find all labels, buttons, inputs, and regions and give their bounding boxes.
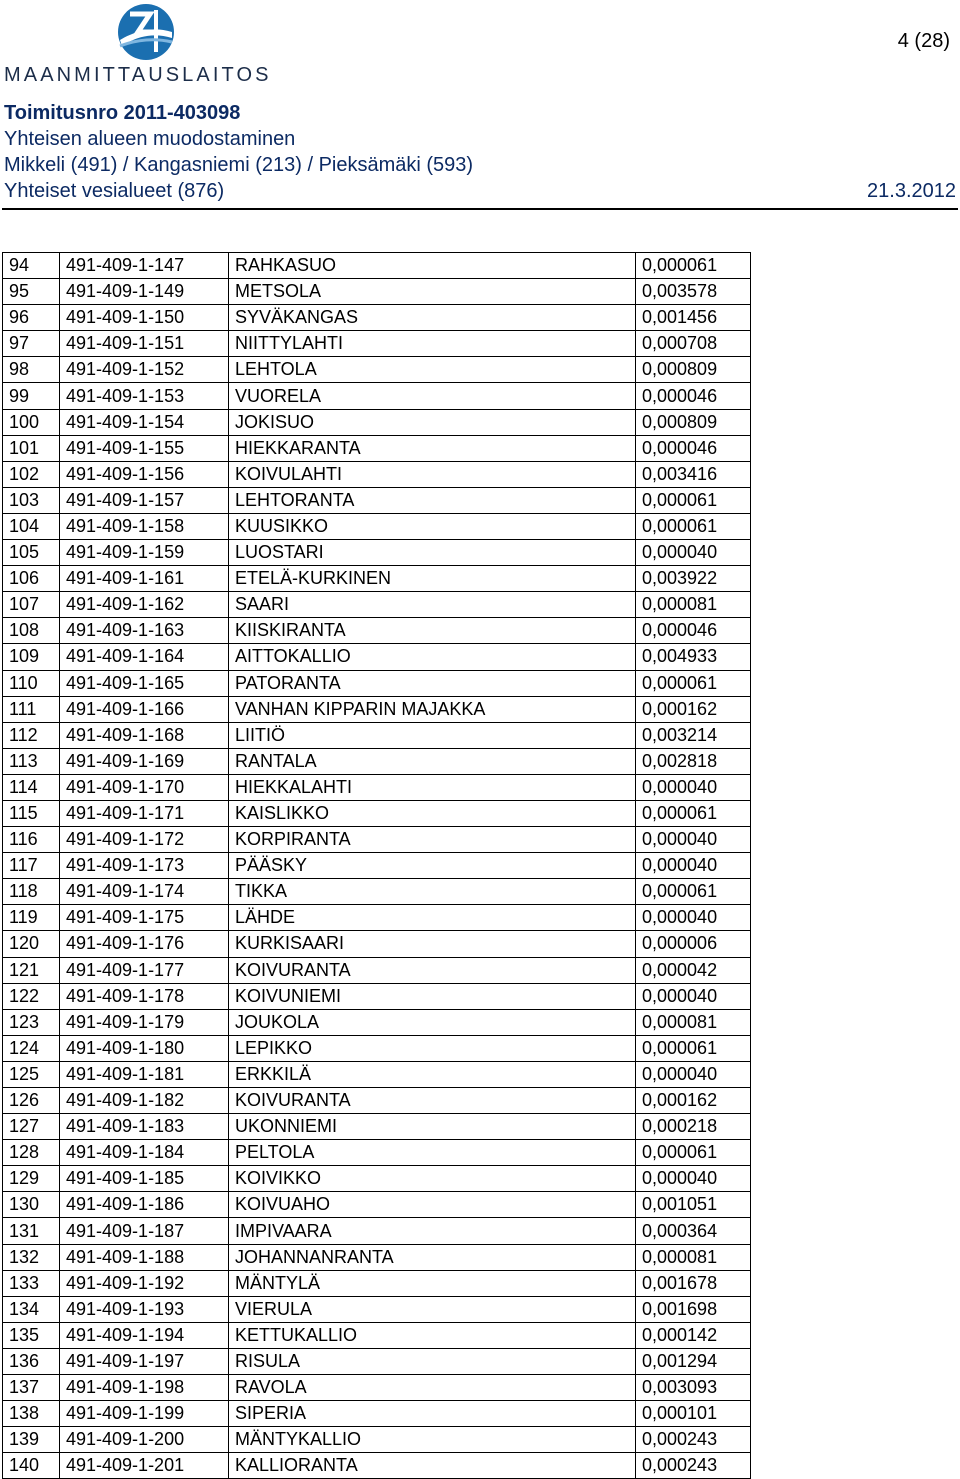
property-name: VUORELA [229, 383, 636, 409]
row-number: 95 [3, 279, 60, 305]
property-id: 491-409-1-188 [60, 1244, 229, 1270]
property-name: KOIVURANTA [229, 1088, 636, 1114]
property-id: 491-409-1-200 [60, 1427, 229, 1453]
logo-text: MAANMITTAUSLAITOS [4, 64, 272, 86]
property-id: 491-409-1-197 [60, 1348, 229, 1374]
property-id: 491-409-1-201 [60, 1453, 229, 1479]
table-row [3, 722, 751, 748]
table-row [3, 853, 751, 879]
table-row [3, 800, 751, 826]
share-value: 0,000046 [636, 618, 751, 644]
row-number: 123 [3, 1009, 60, 1035]
row-number: 98 [3, 357, 60, 383]
property-name: ETELÄ-KURKINEN [229, 566, 636, 592]
table-row [3, 1009, 751, 1035]
table-row [3, 644, 751, 670]
share-value: 0,000040 [636, 905, 751, 931]
property-name: LUOSTARI [229, 540, 636, 566]
row-number: 133 [3, 1270, 60, 1296]
property-name: RISULA [229, 1348, 636, 1374]
property-id: 491-409-1-147 [60, 253, 229, 279]
table-row [3, 1140, 751, 1166]
share-value: 0,002818 [636, 748, 751, 774]
share-value: 0,000243 [636, 1453, 751, 1479]
share-value: 0,000142 [636, 1322, 751, 1348]
property-id: 491-409-1-149 [60, 279, 229, 305]
property-id: 491-409-1-194 [60, 1322, 229, 1348]
share-value: 0,000243 [636, 1427, 751, 1453]
area-label: Yhteiset vesialueet (876) [4, 180, 225, 202]
table-row [3, 931, 751, 957]
share-value: 0,003214 [636, 722, 751, 748]
table-row [3, 1348, 751, 1374]
table-row [3, 1270, 751, 1296]
row-number: 115 [3, 800, 60, 826]
property-name: VANHAN KIPPARIN MAJAKKA [229, 696, 636, 722]
property-id: 491-409-1-153 [60, 383, 229, 409]
row-number: 114 [3, 774, 60, 800]
document-subtitle: Yhteisen alueen muodostaminen [4, 128, 296, 150]
row-number: 107 [3, 592, 60, 618]
property-name: JOHANNANRANTA [229, 1244, 636, 1270]
municipalities-line: Mikkeli (491) / Kangasniemi (213) / Pieksämäki (593) [4, 154, 474, 176]
share-value: 0,000040 [636, 1061, 751, 1087]
property-id: 491-409-1-171 [60, 800, 229, 826]
share-value: 0,001051 [636, 1192, 751, 1218]
row-number: 121 [3, 957, 60, 983]
property-name: RAVOLA [229, 1375, 636, 1401]
property-name: KOIVURANTA [229, 957, 636, 983]
property-id: 491-409-1-152 [60, 357, 229, 383]
property-id: 491-409-1-187 [60, 1218, 229, 1244]
table-row [3, 1218, 751, 1244]
table-row [3, 566, 751, 592]
property-id: 491-409-1-156 [60, 461, 229, 487]
document-header [4, 100, 956, 204]
table-row [3, 618, 751, 644]
property-id: 491-409-1-183 [60, 1114, 229, 1140]
property-id: 491-409-1-157 [60, 487, 229, 513]
property-name: SAARI [229, 592, 636, 618]
property-id: 491-409-1-182 [60, 1088, 229, 1114]
row-number: 127 [3, 1114, 60, 1140]
row-number: 116 [3, 827, 60, 853]
property-name: AITTOKALLIO [229, 644, 636, 670]
share-value: 0,001456 [636, 305, 751, 331]
property-name: KALLIORANTA [229, 1453, 636, 1479]
share-value: 0,000809 [636, 409, 751, 435]
share-value: 0,003578 [636, 279, 751, 305]
share-value: 0,000061 [636, 879, 751, 905]
row-number: 104 [3, 513, 60, 539]
property-name: LEHTOLA [229, 357, 636, 383]
property-name: KOIVUAHO [229, 1192, 636, 1218]
table-row [3, 827, 751, 853]
table-row [3, 461, 751, 487]
table-row [3, 696, 751, 722]
row-number: 108 [3, 618, 60, 644]
table-row [3, 670, 751, 696]
property-name: LÄHDE [229, 905, 636, 931]
property-id: 491-409-1-159 [60, 540, 229, 566]
table-row [3, 592, 751, 618]
row-number: 106 [3, 566, 60, 592]
share-value: 0,000061 [636, 1140, 751, 1166]
header-last-line [4, 178, 956, 204]
table-row [3, 1244, 751, 1270]
row-number: 124 [3, 1035, 60, 1061]
property-name: LEHTORANTA [229, 487, 636, 513]
row-number: 136 [3, 1348, 60, 1374]
row-number: 128 [3, 1140, 60, 1166]
logo-emblem-icon [116, 2, 176, 62]
property-name: JOUKOLA [229, 1009, 636, 1035]
property-id: 491-409-1-174 [60, 879, 229, 905]
property-id: 491-409-1-199 [60, 1401, 229, 1427]
table-row [3, 279, 751, 305]
share-value: 0,001294 [636, 1348, 751, 1374]
share-value: 0,000061 [636, 253, 751, 279]
property-id: 491-409-1-164 [60, 644, 229, 670]
property-id: 491-409-1-192 [60, 1270, 229, 1296]
share-value: 0,000809 [636, 357, 751, 383]
property-id: 491-409-1-161 [60, 566, 229, 592]
table-row [3, 1061, 751, 1087]
row-number: 120 [3, 931, 60, 957]
share-value: 0,003416 [636, 461, 751, 487]
share-value: 0,000042 [636, 957, 751, 983]
share-value: 0,003093 [636, 1375, 751, 1401]
share-value: 0,000364 [636, 1218, 751, 1244]
row-number: 112 [3, 722, 60, 748]
table-row [3, 1401, 751, 1427]
share-value: 0,000061 [636, 1035, 751, 1061]
share-value: 0,000040 [636, 853, 751, 879]
document-date: 21.3.2012 [867, 180, 956, 202]
share-value: 0,000040 [636, 827, 751, 853]
table-row [3, 1114, 751, 1140]
page-number: 4 (28) [897, 30, 950, 52]
share-value: 0,000081 [636, 1244, 751, 1270]
share-value: 0,000046 [636, 435, 751, 461]
share-value: 0,000081 [636, 1009, 751, 1035]
table-row [3, 905, 751, 931]
share-value: 0,000162 [636, 1088, 751, 1114]
share-value: 0,000162 [636, 696, 751, 722]
share-value: 0,000046 [636, 383, 751, 409]
property-id: 491-409-1-184 [60, 1140, 229, 1166]
property-name: PELTOLA [229, 1140, 636, 1166]
property-name: PATORANTA [229, 670, 636, 696]
row-number: 140 [3, 1453, 60, 1479]
share-value: 0,000040 [636, 774, 751, 800]
property-id: 491-409-1-168 [60, 722, 229, 748]
row-number: 117 [3, 853, 60, 879]
property-name: KUUSIKKO [229, 513, 636, 539]
property-id: 491-409-1-186 [60, 1192, 229, 1218]
property-name: KORPIRANTA [229, 827, 636, 853]
row-number: 101 [3, 435, 60, 461]
property-id: 491-409-1-150 [60, 305, 229, 331]
share-value: 0,000708 [636, 331, 751, 357]
table-row [3, 1035, 751, 1061]
table-row [3, 409, 751, 435]
row-number: 96 [3, 305, 60, 331]
property-name: ERKKILÄ [229, 1061, 636, 1087]
row-number: 94 [3, 253, 60, 279]
property-name: KAISLIKKO [229, 800, 636, 826]
table-row [3, 1322, 751, 1348]
property-name: LIITIÖ [229, 722, 636, 748]
document-title: Toimitusnro 2011-403098 [4, 102, 241, 124]
share-value: 0,000061 [636, 487, 751, 513]
property-name: VIERULA [229, 1296, 636, 1322]
property-name: HIEKKARANTA [229, 435, 636, 461]
property-name: SYVÄKANGAS [229, 305, 636, 331]
row-number: 105 [3, 540, 60, 566]
row-number: 135 [3, 1322, 60, 1348]
property-name: METSOLA [229, 279, 636, 305]
table-row [3, 487, 751, 513]
share-value: 0,000101 [636, 1401, 751, 1427]
property-name: KOIVIKKO [229, 1166, 636, 1192]
table-row [3, 1166, 751, 1192]
table-row [3, 357, 751, 383]
property-id: 491-409-1-180 [60, 1035, 229, 1061]
property-id: 491-409-1-181 [60, 1061, 229, 1087]
row-number: 137 [3, 1375, 60, 1401]
table-row [3, 879, 751, 905]
property-id: 491-409-1-173 [60, 853, 229, 879]
property-id: 491-409-1-158 [60, 513, 229, 539]
table-row [3, 513, 751, 539]
row-number: 102 [3, 461, 60, 487]
table-row [3, 1375, 751, 1401]
property-id: 491-409-1-162 [60, 592, 229, 618]
property-name: IMPIVAARA [229, 1218, 636, 1244]
property-name: JOKISUO [229, 409, 636, 435]
share-value: 0,000040 [636, 540, 751, 566]
property-name: LEPIKKO [229, 1035, 636, 1061]
row-number: 109 [3, 644, 60, 670]
property-name: KOIVULAHTI [229, 461, 636, 487]
property-name: KETTUKALLIO [229, 1322, 636, 1348]
row-number: 100 [3, 409, 60, 435]
property-name: KIISKIRANTA [229, 618, 636, 644]
property-name: RANTALA [229, 748, 636, 774]
property-id: 491-409-1-177 [60, 957, 229, 983]
row-number: 97 [3, 331, 60, 357]
property-id: 491-409-1-163 [60, 618, 229, 644]
maanmittauslaitos-logo [0, 0, 300, 92]
property-id: 491-409-1-169 [60, 748, 229, 774]
table-row [3, 305, 751, 331]
parcel-table [2, 252, 751, 1479]
table-row [3, 253, 751, 279]
property-id: 491-409-1-154 [60, 409, 229, 435]
table-row [3, 383, 751, 409]
table-row [3, 774, 751, 800]
property-id: 491-409-1-172 [60, 827, 229, 853]
row-number: 132 [3, 1244, 60, 1270]
property-name: RAHKASUO [229, 253, 636, 279]
share-value: 0,000061 [636, 513, 751, 539]
row-number: 119 [3, 905, 60, 931]
property-id: 491-409-1-165 [60, 670, 229, 696]
table-row [3, 957, 751, 983]
property-name: KOIVUNIEMI [229, 983, 636, 1009]
table-row [3, 1453, 751, 1479]
row-number: 122 [3, 983, 60, 1009]
table-row [3, 1192, 751, 1218]
share-value: 0,001678 [636, 1270, 751, 1296]
table-row [3, 1427, 751, 1453]
row-number: 103 [3, 487, 60, 513]
row-number: 138 [3, 1401, 60, 1427]
table-row [3, 435, 751, 461]
row-number: 111 [3, 696, 60, 722]
share-value: 0,000040 [636, 983, 751, 1009]
row-number: 134 [3, 1296, 60, 1322]
property-id: 491-409-1-193 [60, 1296, 229, 1322]
share-value: 0,000061 [636, 800, 751, 826]
row-number: 130 [3, 1192, 60, 1218]
row-number: 131 [3, 1218, 60, 1244]
row-number: 126 [3, 1088, 60, 1114]
table-row [3, 331, 751, 357]
share-value: 0,000061 [636, 670, 751, 696]
property-name: NIITTYLAHTI [229, 331, 636, 357]
property-id: 491-409-1-198 [60, 1375, 229, 1401]
share-value: 0,003922 [636, 566, 751, 592]
row-number: 118 [3, 879, 60, 905]
property-id: 491-409-1-170 [60, 774, 229, 800]
header-divider [2, 208, 958, 210]
property-name: MÄNTYLÄ [229, 1270, 636, 1296]
property-id: 491-409-1-166 [60, 696, 229, 722]
table-row [3, 540, 751, 566]
property-name: SIPERIA [229, 1401, 636, 1427]
share-value: 0,000081 [636, 592, 751, 618]
property-name: KURKISAARI [229, 931, 636, 957]
table-row [3, 1296, 751, 1322]
property-name: PÄÄSKY [229, 853, 636, 879]
table-row [3, 1088, 751, 1114]
property-id: 491-409-1-179 [60, 1009, 229, 1035]
share-value: 0,000218 [636, 1114, 751, 1140]
property-id: 491-409-1-175 [60, 905, 229, 931]
row-number: 139 [3, 1427, 60, 1453]
property-name: HIEKKALAHTI [229, 774, 636, 800]
property-id: 491-409-1-178 [60, 983, 229, 1009]
share-value: 0,001698 [636, 1296, 751, 1322]
property-id: 491-409-1-151 [60, 331, 229, 357]
row-number: 110 [3, 670, 60, 696]
row-number: 113 [3, 748, 60, 774]
property-id: 491-409-1-155 [60, 435, 229, 461]
share-value: 0,000006 [636, 931, 751, 957]
parcel-table-body [3, 253, 751, 1479]
row-number: 125 [3, 1061, 60, 1087]
property-name: MÄNTYKALLIO [229, 1427, 636, 1453]
share-value: 0,000040 [636, 1166, 751, 1192]
table-row [3, 983, 751, 1009]
table-row [3, 748, 751, 774]
share-value: 0,004933 [636, 644, 751, 670]
property-name: TIKKA [229, 879, 636, 905]
row-number: 129 [3, 1166, 60, 1192]
property-id: 491-409-1-185 [60, 1166, 229, 1192]
property-name: UKONNIEMI [229, 1114, 636, 1140]
property-id: 491-409-1-176 [60, 931, 229, 957]
row-number: 99 [3, 383, 60, 409]
